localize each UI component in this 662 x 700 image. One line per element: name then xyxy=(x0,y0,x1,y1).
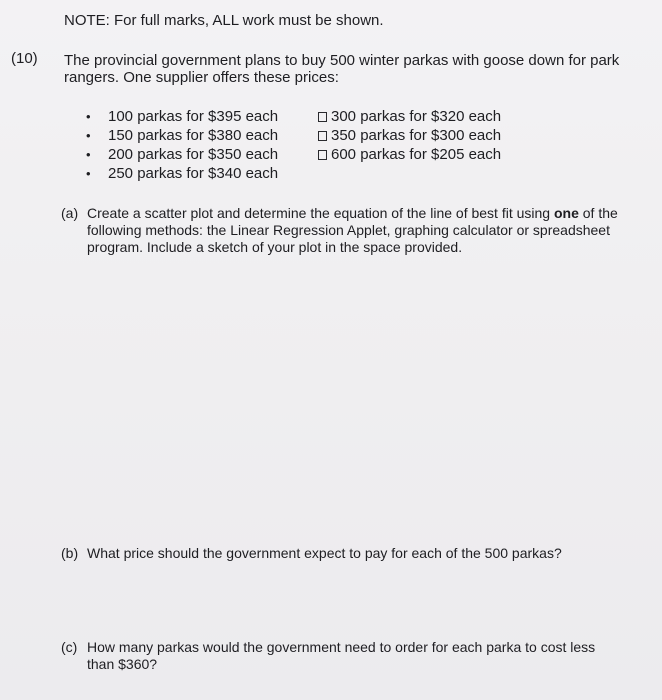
note-text: NOTE: For full marks, ALL work must be shown. xyxy=(64,12,384,29)
offer-text: 350 parkas for $300 each xyxy=(331,127,502,144)
checkbox-glyph-icon xyxy=(318,112,327,122)
part-a-text-before: Create a scatter plot and determine the equation of the line of best fit using xyxy=(87,205,554,221)
question-number: (10) xyxy=(11,50,38,67)
bullet-icon: • xyxy=(86,109,91,124)
question-intro: The provincial government plans to buy 500 winter parkas with goose down for park rangers. One supplier offers these prices: xyxy=(64,52,620,86)
checkbox-glyph-icon xyxy=(318,131,327,141)
offer-item xyxy=(318,145,501,164)
bullet-icon: • xyxy=(86,128,91,143)
offer-item xyxy=(86,126,278,145)
checkbox-glyph-icon xyxy=(318,150,327,160)
price-offers-right xyxy=(318,107,501,164)
offer-item xyxy=(86,164,278,183)
bullet-icon: • xyxy=(86,147,91,162)
offer-item xyxy=(86,107,278,126)
bullet-icon: • xyxy=(86,166,91,181)
part-c-label: (c) xyxy=(61,639,78,655)
part-b-label: (b) xyxy=(61,545,79,561)
part-a-text-after: of the following methods: the Linear Regression Applet, graphing calculator or spreadsheet program. Include a sketch of your plot in the space provided. xyxy=(87,205,618,255)
price-offers-left xyxy=(86,107,278,183)
offer-text: 100 parkas for $395 each xyxy=(108,108,279,125)
offer-item xyxy=(318,126,501,145)
offer-text: 300 parkas for $320 each xyxy=(331,108,502,125)
offer-text: 600 parkas for $205 each xyxy=(331,146,502,163)
part-a-label: (a) xyxy=(61,205,79,221)
offer-text: 200 parkas for $350 each xyxy=(108,146,279,163)
offer-text: 150 parkas for $380 each xyxy=(108,127,279,144)
part-c-text: How many parkas would the government need to order for each parka to cost less than $360? xyxy=(87,639,596,672)
offer-item xyxy=(86,145,278,164)
offer-text: 250 parkas for $340 each xyxy=(108,165,279,182)
offer-item xyxy=(318,107,501,126)
part-a-text-bold: one xyxy=(553,205,579,221)
part-b-text: What price should the government expect to pay for each of the 500 parkas? xyxy=(87,545,562,561)
part-a-text xyxy=(87,205,635,256)
